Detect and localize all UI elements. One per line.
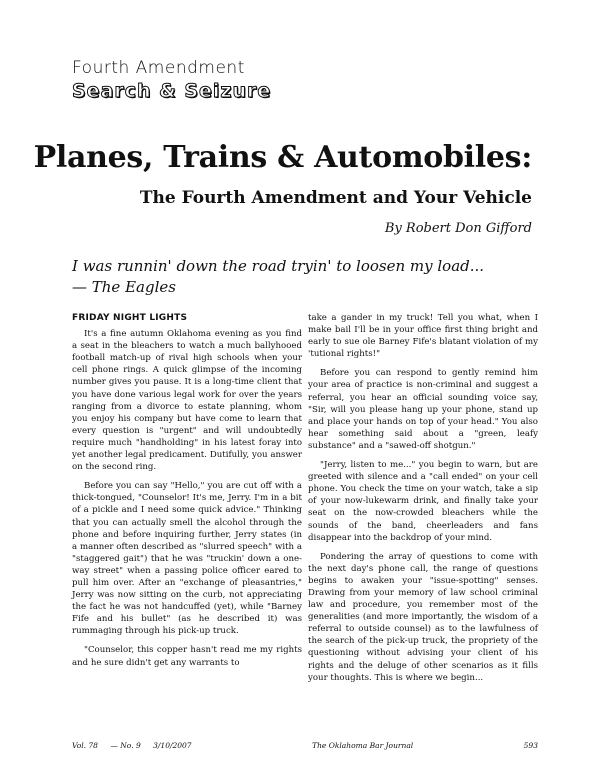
left-column	[72, 312, 302, 676]
footer-date: 3/10/2007	[153, 741, 192, 750]
article-subtitle: The Fourth Amendment and Your Vehicle	[139, 188, 532, 208]
paragraph: take a gander in my truck! Tell you what, when I make bail I'll be in your office first thing bright and early to sue ole Barney Fife's blatant violation of my 'tutional rights!"	[308, 313, 538, 360]
section-subtitle: Search & Seizure	[72, 80, 272, 102]
paragraph: Pondering the array of questions to come with the next day's phone call, the range of questions begins to awaken your "issue-spotting" senses. Drawing from your memory of law school criminal law and procedure, you remember most of the generalities (and more importantly, the wisdom of a referral to outside counsel) as to the lawfulness of the search of the pick-up truck, the propriety of the questioning without advising your client of his rights and the deluge of other scenarios as it fills your thoughts. This is where we begin...	[308, 551, 538, 683]
article-title: Planes, Trains & Automobiles:	[33, 140, 532, 175]
footer-left	[72, 741, 202, 750]
epigraph-attribution: — The Eagles	[72, 278, 176, 296]
page-footer	[72, 741, 538, 750]
paragraph: Before you can respond to gently remind him your area of practice is non-criminal and suggest a referral, you hear an official sounding voice say, "Sir, will you please hang up your phone, stand up and place your hands on top of your head." You also hear something said about a "green, leafy substance" and a "sawed-off shotgun."	[308, 368, 538, 451]
section-title: Fourth Amendment	[72, 58, 245, 78]
paragraph: "Counselor, this copper hasn't read me my rights and he sure didn't get any warrants to	[72, 645, 302, 668]
paragraph: Before you can say "Hello," you are cut off with a thick-tongued, "Counselor! It's me, Jerry. I'm in a bit of a pickle and I need some quick advice." Thinking that you can actually smell the alcohol through the phone and before inquiring further, Jerry states (in a manner often described as "slurred speech" with a "staggered gait") that he was "truckin' down a one-way street" when a passing police officer eared to pull him over. After an "exchange of pleasantries," Jerry was now sitting on the curb, not appreciating the fact he was not handcuffed (yet), while "Barney Fife and his bullet" (as he described it) was rummaging through his pick-up truck.	[72, 481, 302, 637]
paragraph: It's a fine autumn Oklahoma evening as you find a seat in the bleachers to watch a much ballyhooed football match-up of rival high schools when your cell phone rings. A quick glimpse of the incoming number gives you pause. It is a long-time client that you have done various legal work for over the years ranging from a divorce to estate planning, whom you enjoy his company but have come to learn that every question is "urgent" and will undoubtedly require much "handholding" in his latest foray into yet another legal predicament. Dutifully, you answer on the second ring.	[72, 329, 302, 473]
footer-issue: — No. 9	[110, 741, 141, 750]
footer-page-number: 593	[523, 741, 538, 750]
right-column	[308, 312, 538, 691]
byline: By Robert Don Gifford	[384, 221, 532, 236]
epigraph	[72, 256, 484, 298]
epigraph-line: I was runnin' down the road tryin' to loosen my load...	[72, 257, 485, 275]
paragraph: "Jerry, listen to me..." you begin to warn, but are greeted with silence and a "call ended" on your cell phone. You check the time on your watch, take a sip of your now-lukewarm drink, and finally take your seat on the now-crowded bleachers while the sounds of the band, cheerleaders and fans disappear into the backdrop of your mind.	[308, 460, 538, 543]
footer-volume: Vol. 78	[72, 741, 98, 750]
section-heading: FRIDAY NIGHT LIGHTS	[72, 313, 188, 323]
footer-journal: The Oklahoma Bar Journal	[312, 741, 414, 750]
